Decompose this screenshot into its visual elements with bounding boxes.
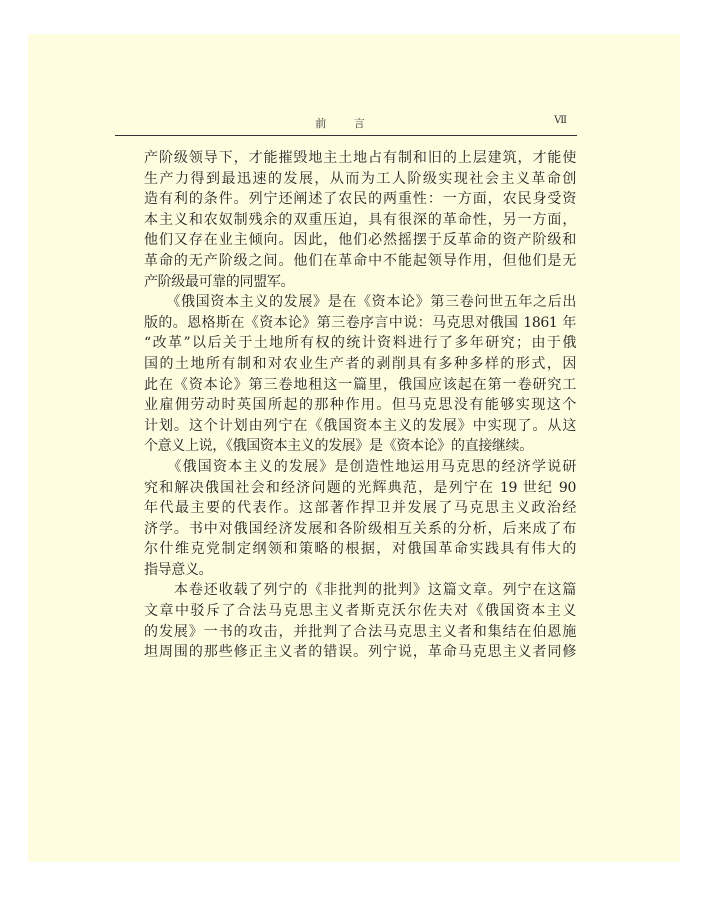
text-line: 究和解决俄国社会和经济问题的光辉典范，是列宁在 19 世纪 90 <box>144 479 576 496</box>
text-line: 产阶级领导下，才能摧毁地主土地占有制和旧的上层建筑，才能使 <box>144 150 576 166</box>
header-title: 前 言 <box>315 117 377 130</box>
text-line: 革命的无产阶级之间。他们在革命中不能起领导作用，但他们是无 <box>144 252 576 269</box>
text-line: 造有利的条件。列宁还阐述了农民的两重性：一方面，农民身受资 <box>144 191 576 208</box>
text-line: 个意义上说，《俄国资本主义的发展》是《资本论》的直接继续。 <box>144 438 533 455</box>
text-line: 他们又存在业主倾向。因此，他们必然摇摆于反革命的资产阶级和 <box>144 232 576 249</box>
text-line: 此在《资本论》第三卷地租这一篇里，俄国应该起在第一卷研究工 <box>144 376 576 393</box>
text-line: 业雇佣劳动时英国所起的那种作用。但马克思没有能够实现这个 <box>144 397 576 414</box>
text-line: 产阶级最可靠的同盟军。 <box>144 273 295 290</box>
text-line: 年代最主要的代表作。这部著作捍卫并发展了马克思主义政治经 <box>144 500 576 517</box>
text-line: 坦周围的那些修正主义者的错误。列宁说，革命马克思主义者同修 <box>144 644 576 661</box>
running-header <box>115 113 577 136</box>
text-line: 《俄国资本主义的发展》是在《资本论》第三卷问世五年之后出 <box>144 294 576 311</box>
text-line: 计划。这个计划由列宁在《俄国资本主义的发展》中实现了。从这 <box>144 417 576 434</box>
text-line: 济学。书中对俄国经济发展和各阶级相互关系的分析，后来成了布 <box>144 520 576 537</box>
text-line: 指导意义。 <box>144 561 213 578</box>
text-line: 尔什维克党制定纲领和策略的根据，对俄国革命实践具有伟大的 <box>144 541 576 558</box>
text-line: 国的土地所有制和对农业生产者的剥削具有多种多样的形式，因 <box>144 355 576 372</box>
text-line: 本主义和农奴制残余的双重压迫，具有很深的革命性，另一方面， <box>144 211 576 228</box>
page-number: Ⅶ <box>554 115 567 126</box>
text-line: 的发展》一书的攻击，并批判了合法马克思主义者和集结在伯恩施 <box>144 623 576 640</box>
text-line: 本卷还收载了列宁的《非批判的批判》这篇文章。列宁在这篇 <box>144 582 576 599</box>
text-line: “改革”以后关于土地所有权的统计资料进行了多年研究；由于俄 <box>144 335 576 352</box>
text-line: 文章中驳斥了合法马克思主义者斯克沃尔佐夫对《俄国资本主义 <box>144 603 576 620</box>
text-line: 生产力得到最迅速的发展，从而为工人阶级实现社会主义革命创 <box>144 170 576 187</box>
text-line: 版的。恩格斯在《资本论》第三卷序言中说：马克思对俄国 1861 年 <box>144 314 576 331</box>
text-line: 《俄国资本主义的发展》是创造性地运用马克思的经济学说研 <box>144 458 576 475</box>
body-text <box>144 148 576 663</box>
